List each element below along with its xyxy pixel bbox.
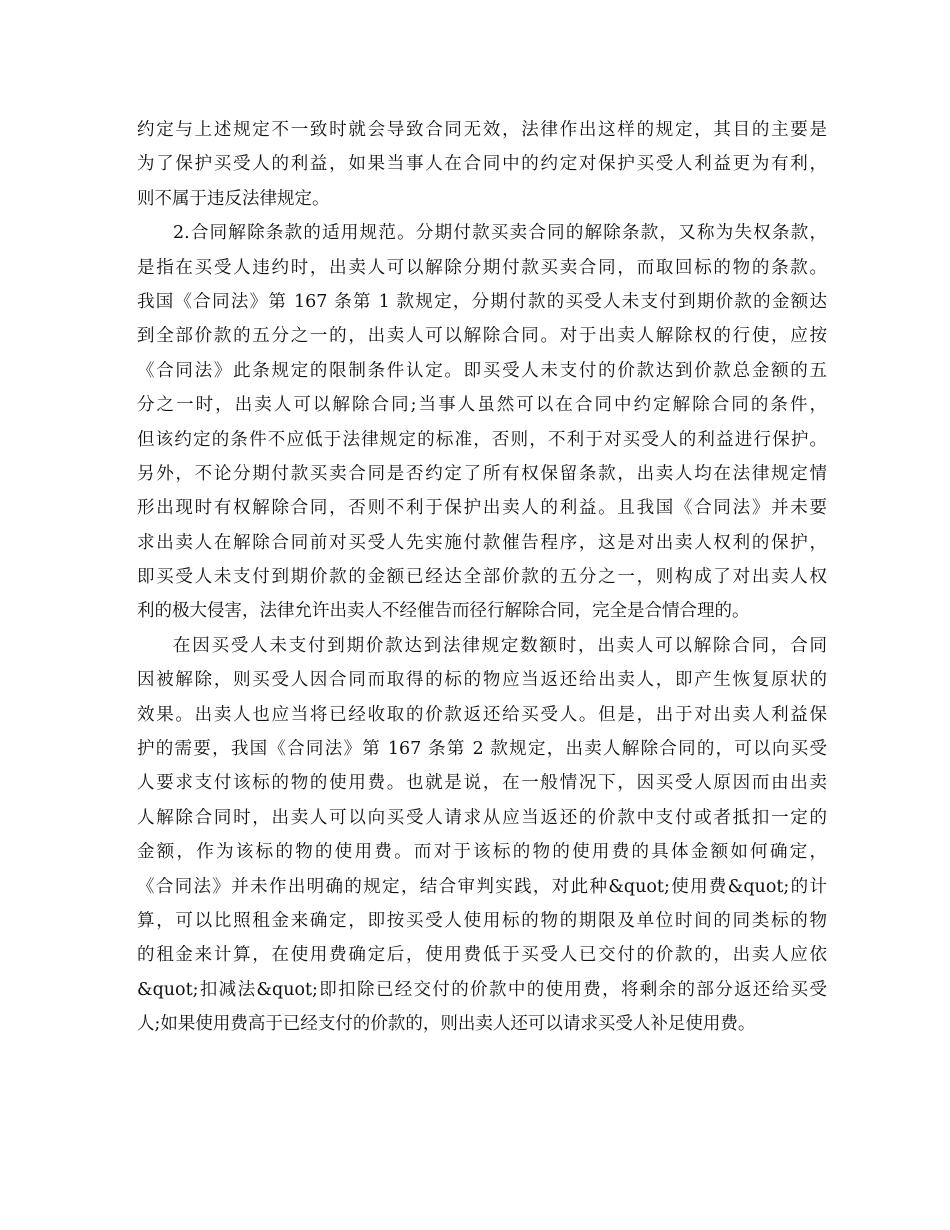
text-line: 分之一时，出卖人可以解除合同;当事人虽然可以在合同中约定解除合同的条件， xyxy=(137,395,827,416)
text-line: 《合同法》并未作出明确的规定，结合审判实践，对此种&quot;使用费&quot;的计 xyxy=(137,876,827,897)
text-line: 形出现时有权解除合同，否则不利于保护出卖人的利益。且我国《合同法》并未要 xyxy=(137,498,827,519)
text-line: 人;如果使用费高于已经支付的价款的，则出卖人还可以请求买受人补足使用费。 xyxy=(137,1014,756,1035)
text-line: 则不属于违反法律规定。 xyxy=(137,188,330,209)
text-line: 人解除合同时，出卖人可以向买受人请求从应当返还的价款中支付或者抵扣一定的 xyxy=(137,807,827,828)
text-line: 效果。出卖人也应当将已经收取的价款返还给买受人。但是，出于对出卖人利益保 xyxy=(137,704,827,725)
text-line: 即买受人未支付到期价款的金额已经达全部价款的五分之一，则构成了对出卖人权 xyxy=(137,567,827,588)
paragraph-start-line: 在因买受人未支付到期价款达到法律规定数额时，出卖人可以解除合同，合同 xyxy=(173,635,827,656)
text-line: 算，可以比照租金来确定，即按买受人使用标的物的期限及单位时间的同类标的物 xyxy=(137,910,827,931)
text-line: &quot;扣减法&quot;即扣除已经交付的价款中的使用费，将剩余的部分返还给买受 xyxy=(137,979,827,1000)
text-line: 利的极大侵害，法律允许出卖人不经催告而径行解除合同，完全是合情合理的。 xyxy=(137,601,750,622)
text-line: 为了保护买受人的利益，如果当事人在合同中的约定对保护买受人利益更为有利， xyxy=(137,154,827,175)
text-line: 求出卖人在解除合同前对买受人先实施付款催告程序，这是对出卖人权利的保护， xyxy=(137,532,827,553)
text-line: 约定与上述规定不一致时就会导致合同无效，法律作出这样的规定，其目的主要是 xyxy=(137,120,827,140)
text-line: 人要求支付该标的物的使用费。也就是说，在一般情况下，因买受人原因而由出卖 xyxy=(137,773,827,794)
text-line: 是指在买受人违约时，出卖人可以解除分期付款买卖合同，而取回标的物的条款。 xyxy=(137,257,827,278)
text-line: 另外，不论分期付款买卖合同是否约定了所有权保留条款，出卖人均在法律规定情 xyxy=(137,463,827,484)
text-line: 因被解除，则买受人因合同而取得的标的物应当返还给出卖人，即产生恢复原状的 xyxy=(137,670,827,691)
text-line: 《合同法》此条规定的限制条件认定。即买受人未支付的价款达到价款总金额的五 xyxy=(137,360,827,381)
text-line: 的租金来计算，在使用费确定后，使用费低于买受人已交付的价款的，出卖人应依 xyxy=(137,945,827,966)
text-line: 金额，作为该标的物的使用费。而对于该标的物的使用费的具体金额如何确定， xyxy=(137,842,827,863)
paragraph-start-line: 2.合同解除条款的适用规范。分期付款买卖合同的解除条款，又称为失权条款， xyxy=(173,223,827,244)
text-line: 护的需要，我国《合同法》第 167 条第 2 款规定，出卖人解除合同的，可以向买受 xyxy=(137,739,827,760)
text-line: 但该约定的条件不应低于法律规定的标准，否则，不利于对买受人的利益进行保护。 xyxy=(137,429,827,450)
text-line: 我国《合同法》第 167 条第 1 款规定，分期付款的买受人未支付到期价款的金额达 xyxy=(137,291,827,312)
document-body xyxy=(137,113,827,1042)
text-line: 到全部价款的五分之一的，出卖人可以解除合同。对于出卖人解除权的行使，应按 xyxy=(137,326,827,347)
